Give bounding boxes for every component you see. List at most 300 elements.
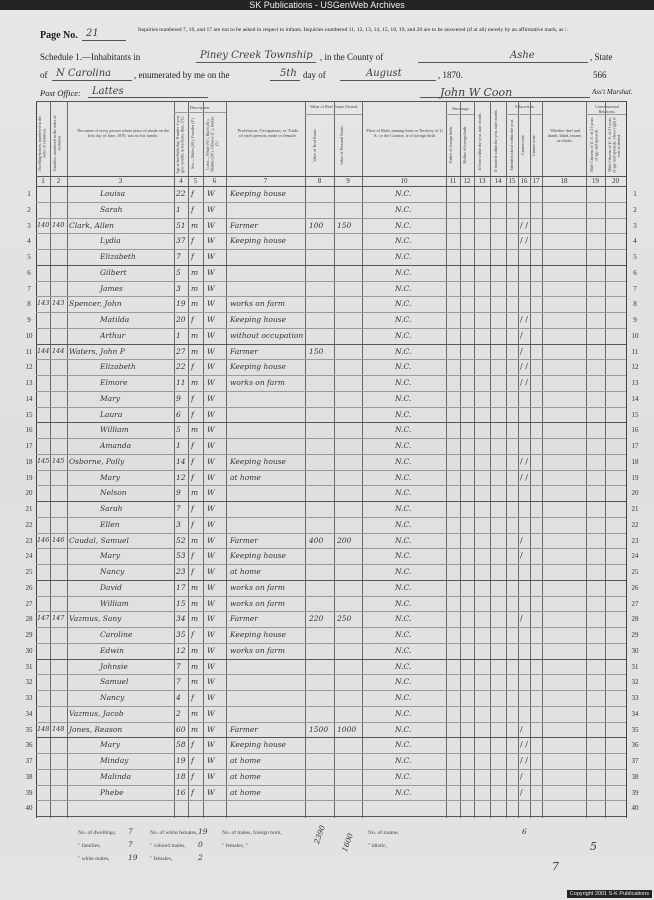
color: W xyxy=(207,299,215,309)
sex: m xyxy=(191,677,199,687)
sex: f xyxy=(191,756,194,765)
birthplace: N.C. xyxy=(395,267,412,277)
row-number-right: 7 xyxy=(633,284,637,293)
birthplace: N.C. xyxy=(395,567,412,576)
birthplace: N.C. xyxy=(395,189,412,198)
row-number-right: 2 xyxy=(633,205,637,214)
color: W xyxy=(207,661,215,671)
row-number: 28 xyxy=(25,615,33,624)
personal-estate-value: 200 xyxy=(337,535,352,545)
education-marks: / xyxy=(520,346,523,356)
row-number: 3 xyxy=(27,221,31,230)
person-name: Nelson xyxy=(100,488,127,498)
person-name: Spencer, John xyxy=(69,299,122,309)
education-marks: / / xyxy=(520,740,528,750)
color: W xyxy=(207,614,215,624)
color: W xyxy=(207,535,215,545)
birthplace: N.C. xyxy=(395,693,412,702)
person-name: Amanda xyxy=(100,441,132,450)
age: 16 xyxy=(176,787,186,797)
row-number-right: 39 xyxy=(631,788,639,797)
row-number-right: 30 xyxy=(631,646,639,655)
row-number: 13 xyxy=(25,379,33,387)
row-number: 39 xyxy=(25,788,33,797)
birthplace: N.C. xyxy=(395,740,412,750)
color: W xyxy=(207,283,215,293)
education-marks: / / xyxy=(520,756,528,765)
row-number: 21 xyxy=(25,505,33,513)
age: 17 xyxy=(176,582,186,592)
row-number: 18 xyxy=(25,457,33,466)
age: 19 xyxy=(176,756,186,765)
foreign-males-label: No. of males, foreign born, xyxy=(222,830,282,836)
person-name: Sarah xyxy=(100,204,123,214)
row-number: 29 xyxy=(25,631,33,639)
color: W xyxy=(207,315,215,324)
occupation: Farmer xyxy=(230,220,258,230)
insane-label: No. of insane, xyxy=(368,830,399,836)
sex: f xyxy=(191,456,194,466)
color: W xyxy=(207,189,215,198)
age: 5 xyxy=(176,267,181,277)
col13-header: If born within the year, state month. xyxy=(477,112,482,170)
real-estate-value: 1500 xyxy=(309,724,329,734)
colored-females-label: " females, xyxy=(150,856,173,862)
age: 22 xyxy=(176,362,186,372)
row-number-right: 38 xyxy=(631,772,639,781)
color: W xyxy=(207,504,215,513)
sex: m xyxy=(191,582,199,592)
age: 58 xyxy=(176,740,186,750)
age: 15 xyxy=(176,598,186,608)
parentage-header: Parentage. xyxy=(452,106,470,111)
real-estate-value: 100 xyxy=(309,220,324,230)
colored-males-count: 0 xyxy=(198,840,203,849)
row-number-right: 32 xyxy=(631,678,639,687)
sum-a: 7 xyxy=(552,860,559,873)
color: W xyxy=(207,330,215,340)
col-number-9: 9 xyxy=(346,177,350,185)
age: 7 xyxy=(176,661,181,671)
sex: f xyxy=(191,504,194,513)
col16-header: Cannot read. xyxy=(520,134,525,156)
birthplace: N.C. xyxy=(395,614,412,624)
col-number-20: 20 xyxy=(612,177,619,185)
sex: f xyxy=(191,630,194,639)
post-office-label: Post Office: xyxy=(40,88,81,98)
birthplace: N.C. xyxy=(395,204,412,214)
age: 60 xyxy=(176,724,186,734)
row-number: 19 xyxy=(25,473,33,482)
col15-header: Attended school within the year. xyxy=(509,119,514,171)
white-males-label: " white males, xyxy=(78,856,110,862)
row-number-right: 34 xyxy=(631,709,639,718)
row-number: 36 xyxy=(25,741,33,750)
row-number: 26 xyxy=(25,583,33,592)
birthplace: N.C. xyxy=(395,456,412,466)
color: W xyxy=(207,756,215,765)
family-number: 144 xyxy=(52,346,65,355)
sex: m xyxy=(191,661,199,671)
person-name: Clark, Allen xyxy=(69,220,114,230)
education-marks: / xyxy=(520,724,523,734)
row-number: 12 xyxy=(25,363,33,372)
birthplace: N.C. xyxy=(395,283,412,293)
row-number-right: 8 xyxy=(633,300,637,309)
row-number-right: 13 xyxy=(631,379,639,387)
sex: m xyxy=(191,708,199,718)
enumerated-label: , enumerated by me on the xyxy=(134,70,230,80)
person-name: Sarah xyxy=(100,504,123,513)
sex: m xyxy=(191,378,199,387)
col1-header: Dwelling-houses, numbered in the order of visitation. xyxy=(37,115,47,171)
occupation: Keeping house xyxy=(230,315,286,324)
col-number-17: 17 xyxy=(532,177,540,185)
color: W xyxy=(207,204,215,214)
person-name: James xyxy=(100,283,123,293)
person-name: Arthur xyxy=(100,330,126,340)
personal-estate-value: 1000 xyxy=(337,724,357,734)
row-number: 9 xyxy=(27,316,31,324)
page-label: Page No. xyxy=(40,30,78,41)
row-number: 31 xyxy=(25,662,33,671)
marks-total: 6 xyxy=(522,827,527,836)
age: 2 xyxy=(176,708,181,718)
age: 19 xyxy=(176,299,186,309)
birthplace: N.C. xyxy=(395,252,412,261)
of-label: of xyxy=(40,70,48,80)
age: 27 xyxy=(176,346,186,356)
family-number: 140 xyxy=(52,220,65,229)
white-males-count: 19 xyxy=(128,853,138,862)
birthplace: N.C. xyxy=(395,551,412,561)
birthplace: N.C. xyxy=(395,441,412,450)
color: W xyxy=(207,677,215,687)
row-number-right: 21 xyxy=(631,505,639,513)
education-marks: / / xyxy=(520,456,528,466)
color: W xyxy=(207,472,215,482)
dwelling-number: 144 xyxy=(37,346,50,355)
person-name: Laura xyxy=(100,409,123,419)
sum-b: 5 xyxy=(590,840,597,853)
education-marks: / xyxy=(520,771,523,781)
education-marks: / / xyxy=(520,362,528,372)
occupation: Keeping house xyxy=(230,630,286,639)
family-number: 143 xyxy=(52,299,65,308)
col-number-14: 14 xyxy=(494,177,502,185)
color: W xyxy=(207,645,215,655)
education-marks: / / xyxy=(520,378,528,387)
row-number-right: 14 xyxy=(631,394,639,403)
row-number: 24 xyxy=(25,552,33,561)
occupation: Keeping house xyxy=(230,551,286,561)
occupation: Keeping house xyxy=(230,236,286,246)
real-estate-value: 220 xyxy=(309,614,324,624)
row-number-right: 25 xyxy=(631,568,639,576)
copyright: Copyright 2001 S-K Publications xyxy=(567,890,652,898)
col9-header: Value of Personal Estate. xyxy=(339,125,344,165)
color: W xyxy=(207,488,215,498)
row-number: 4 xyxy=(27,237,31,246)
birthplace: N.C. xyxy=(395,315,412,324)
age: 18 xyxy=(176,771,186,781)
colored-females-count: 2 xyxy=(198,853,203,862)
row-number: 15 xyxy=(25,410,33,419)
birthplace: N.C. xyxy=(395,519,412,529)
birthplace: N.C. xyxy=(395,661,412,671)
family-number: 146 xyxy=(52,535,65,544)
color: W xyxy=(207,236,215,246)
occupation: works on farm xyxy=(230,378,285,387)
row-number: 22 xyxy=(25,520,33,529)
family-number: 147 xyxy=(52,614,65,623)
description-header: Description. xyxy=(189,105,211,110)
color: W xyxy=(207,378,215,387)
col-number-8: 8 xyxy=(317,177,322,185)
age: 12 xyxy=(176,645,186,655)
col17-header: Cannot write. xyxy=(531,134,536,156)
birthplace: N.C. xyxy=(395,756,412,765)
col4-header: Age at last birth-day. If under 1 year, give months in fractions, thus, 3/12. xyxy=(175,114,185,174)
row-number-right: 24 xyxy=(631,552,639,561)
row-number: 34 xyxy=(25,709,33,718)
col-number-6: 6 xyxy=(212,177,217,185)
row-number: 38 xyxy=(25,772,33,781)
occupation: at home xyxy=(230,771,261,781)
age: 3 xyxy=(176,519,181,529)
row-number-right: 19 xyxy=(631,473,639,482)
birthplace: N.C. xyxy=(395,677,412,687)
color: W xyxy=(207,267,215,277)
row-number: 40 xyxy=(25,804,33,813)
education-marks: / xyxy=(520,330,523,340)
occupation: at home xyxy=(230,472,261,482)
row-number-right: 36 xyxy=(631,741,639,750)
marshal-label: Ass't Marshal. xyxy=(592,88,633,96)
sex: m xyxy=(191,598,199,608)
birthplace: N.C. xyxy=(395,535,412,545)
age: 1 xyxy=(176,330,181,340)
sex: m xyxy=(191,283,199,293)
col8-header: Value of Real Estate. xyxy=(312,128,317,162)
occupation: Farmer xyxy=(230,346,258,356)
age: 9 xyxy=(176,393,181,403)
person-name: Vazmus, Sany xyxy=(69,614,122,624)
person-name: Malinda xyxy=(100,771,132,781)
person-name: Caroline xyxy=(100,630,133,639)
col18-header: Whether deaf and dumb, blind, insane, or idiotic. xyxy=(547,128,583,143)
birthplace: N.C. xyxy=(395,472,412,482)
col-number-15: 15 xyxy=(508,177,516,185)
occupation: works on farm xyxy=(230,582,285,592)
person-name: Jones, Reason xyxy=(69,724,123,734)
col-number-18: 18 xyxy=(560,177,568,185)
sex: m xyxy=(191,645,199,655)
birthplace: N.C. xyxy=(395,378,412,387)
row-number-right: 27 xyxy=(631,599,639,608)
sex: m xyxy=(191,299,199,309)
occupation: Keeping house xyxy=(230,456,286,466)
sex: f xyxy=(191,740,194,750)
age: 1 xyxy=(176,441,181,450)
row-number: 17 xyxy=(25,442,33,450)
age: 37 xyxy=(176,236,186,246)
sex: f xyxy=(191,236,194,246)
age: 34 xyxy=(176,614,186,624)
age: 53 xyxy=(176,551,186,561)
col-number-5: 5 xyxy=(193,177,198,185)
col-number-4: 4 xyxy=(179,177,183,185)
age: 35 xyxy=(176,630,186,639)
person-name: Mary xyxy=(100,551,120,561)
color: W xyxy=(207,630,215,639)
color: W xyxy=(207,519,215,529)
row-number: 30 xyxy=(25,646,33,655)
person-name: Vazmus, Jacob xyxy=(69,708,124,718)
sum-real-estate: 2390 xyxy=(312,824,327,846)
col-number-19: 19 xyxy=(592,177,599,185)
dwellings-label: No. of dwellings, xyxy=(78,830,117,836)
birthplace: N.C. xyxy=(395,362,412,372)
education-marks: / / xyxy=(520,236,528,246)
birthplace: N.C. xyxy=(395,787,412,797)
col11-header: Father of foreign birth. xyxy=(448,126,453,164)
person-name: Nancy xyxy=(100,567,125,576)
age: 3 xyxy=(176,283,181,293)
occupation: works on farm xyxy=(230,299,285,309)
sex: m xyxy=(191,614,199,624)
row-number-right: 1 xyxy=(633,190,637,198)
col-number-2: 2 xyxy=(56,177,61,185)
col12-header: Mother of foreign birth. xyxy=(462,125,467,165)
real-estate-header: Value of Real Estate Owned. xyxy=(309,104,359,109)
dwellings-count: 7 xyxy=(128,827,133,836)
sex: m xyxy=(191,488,199,498)
page-number: 21 xyxy=(86,28,99,39)
row-number: 6 xyxy=(27,268,31,277)
color: W xyxy=(207,220,215,230)
education-marks: / / xyxy=(520,315,528,324)
row-number: 27 xyxy=(25,599,33,608)
row-number: 2 xyxy=(27,205,31,214)
row-number-right: 35 xyxy=(631,725,639,734)
col-number-12: 12 xyxy=(463,177,471,185)
sex: m xyxy=(191,724,199,734)
col6-header: Color.—White (W.), Black (B.), Mulatto (M.), Chinese (C.), Indian (I.) xyxy=(205,116,220,172)
occupation: Keeping house xyxy=(230,362,286,372)
person-name: Elizabeth xyxy=(100,362,136,372)
occupation: without occupation xyxy=(230,330,304,340)
sex: f xyxy=(191,693,194,702)
occupation: at home xyxy=(230,756,261,765)
col2-header: Families, numbered in the order of visitation. xyxy=(52,115,62,171)
sex: m xyxy=(191,346,199,356)
person-name: Matilda xyxy=(100,315,130,324)
row-number: 14 xyxy=(25,394,33,403)
occupation: Keeping house xyxy=(230,189,286,198)
sex: m xyxy=(191,330,199,340)
sex: f xyxy=(191,409,194,419)
row-number: 11 xyxy=(25,347,33,356)
occupation: Farmer xyxy=(230,535,258,545)
col-number-13: 13 xyxy=(478,177,486,185)
sex: f xyxy=(191,771,194,781)
person-name: Minday xyxy=(100,756,129,765)
color: W xyxy=(207,551,215,561)
sex: m xyxy=(191,267,199,277)
row-number-right: 28 xyxy=(631,615,639,624)
education-marks: / / xyxy=(520,220,528,230)
row-number-right: 40 xyxy=(631,804,639,813)
col-number-16: 16 xyxy=(520,177,528,185)
color: W xyxy=(207,393,215,403)
education-marks: / xyxy=(520,551,523,561)
row-number: 37 xyxy=(25,757,33,765)
occupation: works on farm xyxy=(230,598,285,608)
col10-header: Place of Birth, naming State or Territory of U. S.; or the Country, if of foreign birth. xyxy=(366,128,444,138)
person-name: Gilbert xyxy=(100,267,127,277)
birthplace: N.C. xyxy=(395,724,412,734)
row-number-right: 5 xyxy=(633,253,637,261)
row-number-right: 3 xyxy=(633,221,637,230)
row-number-right: 18 xyxy=(631,457,639,466)
age: 23 xyxy=(176,567,186,576)
age: 6 xyxy=(176,409,181,419)
day-of-label: day of xyxy=(303,70,326,80)
sex: f xyxy=(191,472,194,482)
birthplace: N.C. xyxy=(395,504,412,513)
person-name: Mary xyxy=(100,740,120,750)
row-number-right: 23 xyxy=(631,536,639,545)
state-label: , State xyxy=(590,52,613,62)
dwelling-number: 140 xyxy=(37,220,50,229)
color: W xyxy=(207,740,215,750)
sex: f xyxy=(191,551,194,561)
col-number-3: 3 xyxy=(118,177,123,185)
col-number-11: 11 xyxy=(449,177,457,185)
row-number-right: 6 xyxy=(633,268,637,277)
col-number-7: 7 xyxy=(263,177,268,185)
color: W xyxy=(207,724,215,734)
person-name: Nancy xyxy=(100,693,125,702)
row-number-right: 12 xyxy=(631,363,639,372)
education-marks: / xyxy=(520,614,523,624)
row-number: 1 xyxy=(27,190,31,198)
birthplace: N.C. xyxy=(395,630,412,639)
color: W xyxy=(207,409,215,419)
birthplace: N.C. xyxy=(395,708,412,718)
township: Piney Creek Township xyxy=(200,50,313,61)
age: 5 xyxy=(176,425,181,435)
sex: f xyxy=(191,787,194,797)
sum-personal-estate: 1600 xyxy=(340,832,355,854)
dwelling-number: 148 xyxy=(37,724,50,733)
row-number-right: 9 xyxy=(633,316,637,324)
post-office: Lattes xyxy=(92,86,124,97)
person-name: William xyxy=(100,425,129,435)
row-number-right: 15 xyxy=(631,410,639,419)
white-females-count: 19 xyxy=(198,827,208,836)
person-name: Phebe xyxy=(100,787,124,797)
real-estate-value: 400 xyxy=(309,535,324,545)
row-number-right: 33 xyxy=(631,694,639,702)
dwelling-number: 147 xyxy=(37,614,50,623)
real-estate-value: 150 xyxy=(309,346,324,356)
row-number-right: 16 xyxy=(631,426,639,435)
sex: m xyxy=(191,220,199,230)
col5-header: Sex.—Males (M.), Females (F.) xyxy=(190,118,195,170)
age: 11 xyxy=(176,378,186,387)
